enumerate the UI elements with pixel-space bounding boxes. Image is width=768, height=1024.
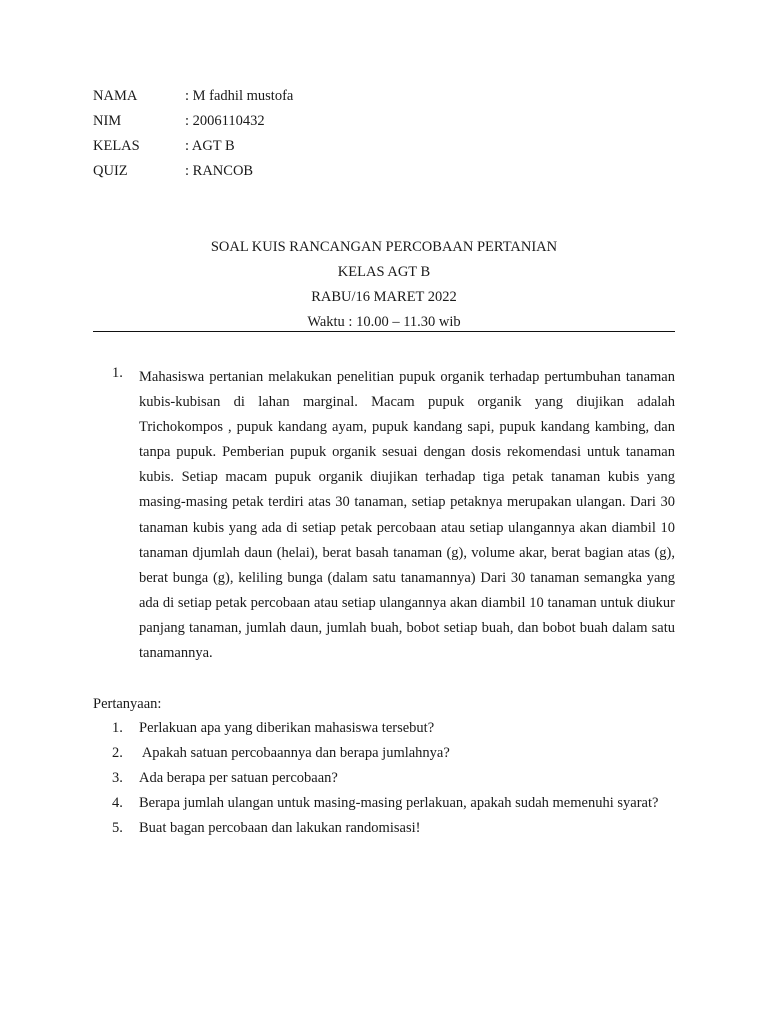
identity-value: : 2006110432 xyxy=(185,113,265,129)
case-number: 1. xyxy=(112,365,123,381)
identity-row-class xyxy=(93,136,293,161)
identity-value: : AGT B xyxy=(185,138,235,154)
student-identity-block xyxy=(93,86,293,186)
identity-row-nim xyxy=(93,111,293,136)
list-item xyxy=(112,741,675,766)
identity-label: NAMA xyxy=(93,88,138,104)
quiz-heading xyxy=(93,236,675,336)
list-item xyxy=(112,791,675,816)
identity-value: : M fadhil mustofa xyxy=(185,88,294,104)
identity-label: QUIZ xyxy=(93,163,128,179)
identity-label: KELAS xyxy=(93,138,140,154)
quiz-time: Waktu : 10.00 – 11.30 wib xyxy=(307,314,461,330)
identity-value: : RANCOB xyxy=(185,163,254,179)
question-number: 1. xyxy=(112,720,123,736)
case-item xyxy=(112,365,675,666)
questions-label: Pertanyaan: xyxy=(93,696,162,712)
identity-row-quiz xyxy=(93,161,293,186)
question-number: 5. xyxy=(112,820,123,836)
quiz-class-line: KELAS AGT B xyxy=(337,264,431,280)
list-item xyxy=(112,766,675,791)
identity-label: NIM xyxy=(93,113,122,129)
question-text: Perlakuan apa yang diberikan mahasiswa tersebut? xyxy=(139,720,435,736)
list-item xyxy=(112,816,675,841)
identity-row-name xyxy=(93,86,293,111)
question-text: Buat bagan percobaan dan lakukan randomisasi! xyxy=(139,820,421,836)
quiz-date: RABU/16 MARET 2022 xyxy=(311,289,457,305)
question-text: Apakah satuan percobaannya dan berapa jumlahnya? xyxy=(139,745,450,761)
question-number: 4. xyxy=(112,795,123,811)
question-number: 2. xyxy=(112,745,123,761)
questions-list xyxy=(112,716,675,841)
question-text: Berapa jumlah ulangan untuk masing-masing perlakuan, apakah sudah memenuhi syarat? xyxy=(139,795,659,811)
case-text: Mahasiswa pertanian melakukan penelitian pupuk organik terhadap pertumbuhan tanaman kubis-kubisan di lahan marginal. Macam pupuk organik yang diujikan adalah Trichokompos , pupuk kandang ayam, pupuk kandang sapi, pupuk kandang kambing, dan tanpa pupuk. Pemberian pupuk organik sesuai dengan dosis rekomendasi untuk tanaman kubis. Setiap macam pupuk organik diujikan terhadap tiga petak tanaman kubis yang masing-masing petak terdiri atas 30 tanaman, setiap petaknya merupakan ulangan. Dari 30 tanaman kubis yang ada di setiap petak percobaan atau setiap ulangannya akan diambil 10 tanaman djumlah daun (helai), berat basah tanaman (g), volume akar, berat bagian atas (g), berat bunga (g), keliling bunga (dalam satu tanamannya) Dari 30 tanaman semangka yang ada di setiap petak percobaan atau setiap ulangannya akan diambil 10 tanaman untuk diukur panjang tanaman, jumlah daun, jumlah buah, bobot setiap buah, dan bobot buah dalam satu tanamannya. xyxy=(139,369,675,662)
question-text: Ada berapa per satuan percobaan? xyxy=(139,770,338,786)
quiz-title: SOAL KUIS RANCANGAN PERCOBAAN PERTANIAN xyxy=(210,239,558,255)
list-item xyxy=(112,716,675,741)
case-paragraph xyxy=(112,365,675,666)
heading-divider xyxy=(93,331,675,332)
question-number: 3. xyxy=(112,770,123,786)
